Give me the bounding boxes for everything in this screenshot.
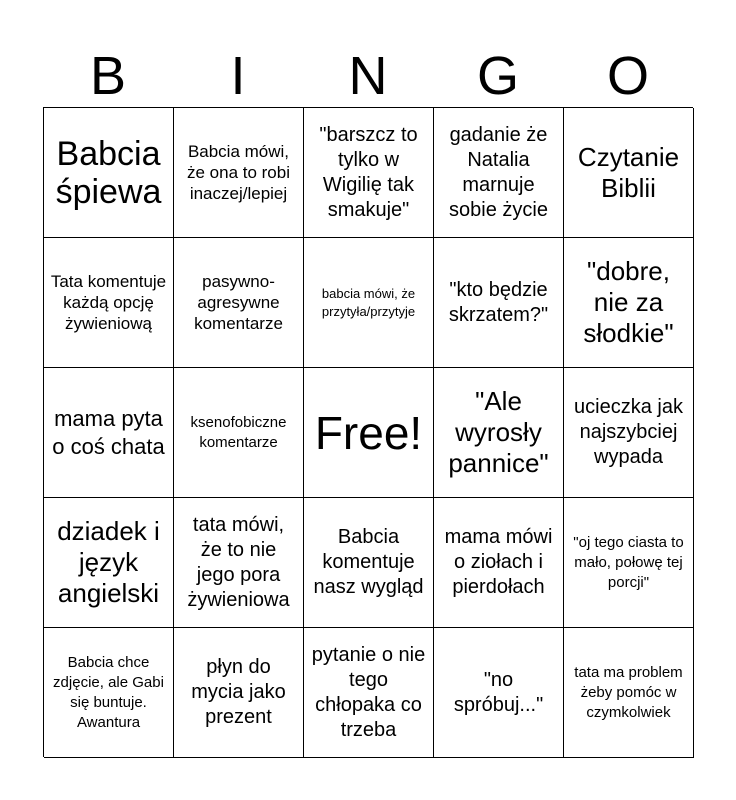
cell-text: mama mówi o ziołach i pierdołach bbox=[444, 526, 553, 598]
bingo-cell[interactable] bbox=[304, 238, 434, 368]
bingo-cell[interactable] bbox=[564, 628, 694, 758]
cell-text: Babcia śpiewa bbox=[55, 134, 162, 211]
bingo-cell[interactable] bbox=[174, 368, 304, 498]
cell-text: Czytanie Biblii bbox=[577, 141, 680, 203]
bingo-cell[interactable] bbox=[174, 108, 304, 238]
cell-text: "Ale wyrosły pannice" bbox=[448, 386, 549, 478]
bingo-cell[interactable] bbox=[44, 238, 174, 368]
cell-text: babcia mówi, że przytyła/przytyje bbox=[321, 285, 416, 319]
header-letter-b: B bbox=[89, 46, 127, 106]
bingo-cell[interactable] bbox=[434, 238, 564, 368]
cell-text: mama pyta o coś chata bbox=[52, 405, 165, 459]
bingo-cell[interactable] bbox=[174, 238, 304, 368]
cell-text: Babcia mówi, że ona to robi inaczej/lepiej bbox=[186, 142, 290, 203]
bingo-cell[interactable] bbox=[434, 108, 564, 238]
bingo-cell[interactable] bbox=[564, 368, 694, 498]
bingo-grid bbox=[43, 107, 693, 757]
bingo-cell[interactable] bbox=[564, 498, 694, 628]
cell-text: ucieczka jak najszybciej wypada bbox=[574, 396, 683, 468]
bingo-cell[interactable] bbox=[304, 498, 434, 628]
bingo-cell[interactable] bbox=[44, 368, 174, 498]
bingo-cell[interactable] bbox=[564, 108, 694, 238]
cell-text: gadanie że Natalia marnuje sobie życie bbox=[449, 123, 548, 221]
cell-text: ksenofobiczne komentarze bbox=[190, 413, 287, 451]
cell-text: pasywno-agresywne komentarze bbox=[194, 272, 283, 333]
cell-text: "kto będzie skrzatem?" bbox=[448, 278, 549, 326]
free-space[interactable] bbox=[304, 368, 434, 498]
bingo-cell[interactable] bbox=[304, 108, 434, 238]
bingo-cell[interactable] bbox=[434, 498, 564, 628]
cell-text: pytanie o nie tego chłopaka co trzeba bbox=[311, 643, 426, 741]
cell-text: Babcia komentuje nasz wygląd bbox=[313, 526, 424, 598]
cell-text: "no spróbuj..." bbox=[453, 668, 544, 716]
bingo-cell[interactable] bbox=[564, 238, 694, 368]
cell-text: płyn do mycia jako prezent bbox=[191, 656, 286, 728]
cell-text: tata mówi, że to nie jego pora żywieniowa bbox=[187, 513, 290, 611]
cell-text: "oj tego ciasta to mało, połowę tej porcji" bbox=[573, 533, 684, 591]
free-space-text: Free! bbox=[314, 406, 423, 459]
header-letter-n: N bbox=[348, 46, 388, 106]
bingo-cell[interactable] bbox=[174, 628, 304, 758]
bingo-cell[interactable] bbox=[434, 368, 564, 498]
bingo-cell[interactable] bbox=[434, 628, 564, 758]
bingo-cell[interactable] bbox=[44, 498, 174, 628]
cell-text: "barszcz to tylko w Wigilię tak smakuje" bbox=[319, 123, 418, 221]
bingo-header bbox=[43, 44, 693, 108]
cell-text: Babcia chce zdjęcie, ale Gabi się buntuje. Awantura bbox=[53, 653, 164, 731]
bingo-cell[interactable] bbox=[174, 498, 304, 628]
header-letter-g: G bbox=[476, 46, 519, 106]
cell-text: dziadek i język angielski bbox=[57, 516, 160, 608]
cell-text: "dobre, nie za słodkie" bbox=[583, 256, 674, 348]
bingo-cell[interactable] bbox=[44, 108, 174, 238]
cell-text: tata ma problem żeby pomóc w czymkolwiek bbox=[574, 663, 683, 721]
bingo-cell[interactable] bbox=[304, 628, 434, 758]
header-letter-i: I bbox=[230, 46, 246, 106]
bingo-cell[interactable] bbox=[44, 628, 174, 758]
cell-text: Tata komentuje każdą opcję żywieniową bbox=[50, 272, 167, 333]
header-letter-o: O bbox=[606, 46, 649, 106]
